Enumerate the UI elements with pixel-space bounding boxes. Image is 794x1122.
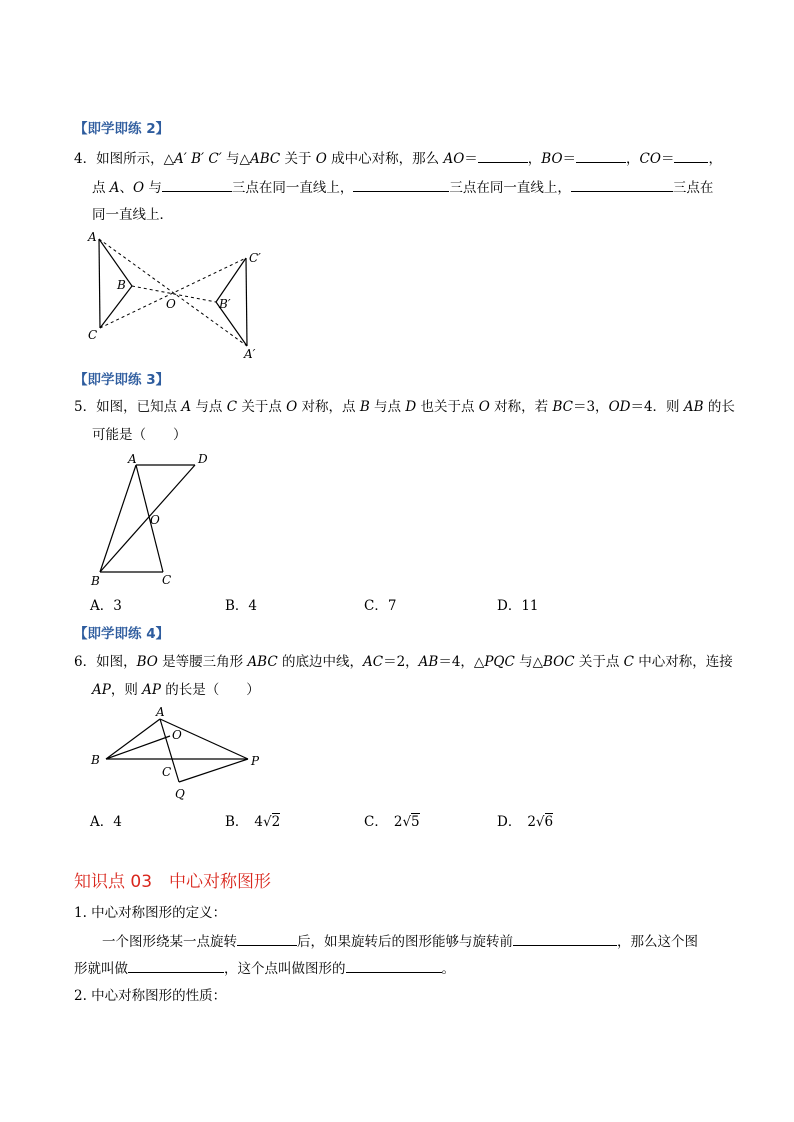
segment-c2a2: [246, 258, 247, 346]
option-d[interactable]: D． 2√6: [497, 814, 554, 830]
label-b-prime: B′: [219, 297, 231, 311]
figure-central-symmetry-triangles: [84, 226, 270, 362]
segment-ab: [99, 239, 132, 286]
label-o: O: [150, 513, 160, 527]
answer-blank-line-2[interactable]: [353, 177, 449, 192]
label-c: C: [162, 573, 172, 587]
sqrt-icon: √: [402, 814, 412, 830]
label-a-prime: A′: [244, 347, 256, 361]
label-b: B: [91, 753, 100, 767]
answer-blank-ao[interactable]: [478, 148, 528, 163]
label-o: O: [166, 297, 176, 311]
option-a[interactable]: A．3: [90, 598, 122, 614]
kp03-line-4: 2. 中心对称图形的性质：: [74, 988, 227, 1004]
label-c: C: [162, 765, 172, 779]
answer-blank-line-1[interactable]: [162, 177, 232, 192]
kp03-line-2: 一个图形绕某一点旋转 后，如果旋转后的图形能够与旋转前 ，那么这个图: [102, 931, 698, 952]
question-5-line-1: 5．如图，已知点 A 与点 C 关于点 O 对称，点 B 与点 D 也关于点 O 对称，若 BC＝3，OD＝4．则 AB 的长: [74, 399, 735, 415]
answer-blank-figure-name[interactable]: [128, 958, 224, 973]
dashed-line-a-a2: [99, 239, 247, 346]
question-4-line-2: 点 A、O 与 三点在同一直线上， 三点在同一直线上， 三点在: [92, 177, 713, 198]
label-a: A: [128, 452, 137, 466]
option-b[interactable]: B．4: [225, 598, 258, 614]
label-q: Q: [175, 787, 185, 801]
segment-bd: [100, 465, 195, 572]
segment-ac: [99, 239, 100, 328]
answer-blank-rotation[interactable]: [237, 931, 297, 946]
label-c: C: [88, 328, 98, 342]
figure-isosceles-triangle-symmetry: [86, 700, 272, 802]
sqrt-icon: √: [263, 814, 272, 830]
kp03-line-3: 形就叫做 ，这个点叫做图形的 。: [74, 958, 455, 979]
segment-ab: [106, 719, 160, 759]
figure-parallelogram-diagonals: [86, 446, 226, 588]
option-c[interactable]: C．7: [364, 598, 397, 614]
question-6-line-2: AP，则 AP 的长是（ ）: [92, 682, 260, 698]
option-b[interactable]: B． 4√2: [225, 814, 281, 830]
section-title-kp03: 知识点 03 中心对称图形: [74, 872, 272, 892]
answer-blank-coincide[interactable]: [513, 931, 617, 946]
label-o: O: [172, 728, 182, 742]
label-d: D: [198, 452, 208, 466]
label-b: B: [117, 278, 126, 292]
question-4-line-3: 同一直线上．: [92, 207, 173, 223]
label-b: B: [91, 574, 100, 588]
segment-ab: [100, 465, 136, 572]
sqrt-icon: √: [535, 814, 545, 830]
question-number: 5．: [74, 399, 97, 415]
kp03-line-1: 1. 中心对称图形的定义：: [74, 905, 227, 921]
label-a: A: [88, 230, 97, 244]
answer-blank-bo[interactable]: [576, 148, 626, 163]
practice-tag-4: 【即学即练 4】: [74, 626, 170, 642]
option-c[interactable]: C． 2√5: [364, 814, 420, 830]
label-c-prime: C′: [249, 251, 261, 265]
practice-tag-3: 【即学即练 3】: [74, 372, 170, 388]
practice-tag-2: 【即学即练 2】: [74, 121, 170, 137]
segment-qp: [179, 759, 248, 782]
question-4-line-1: 4．如图所示，△A′ B′ C′ 与△ABC 关于 O 成中心对称，那么 AO＝ ，BO＝ ，CO＝ ，: [74, 148, 722, 169]
segment-bo: [106, 736, 170, 759]
segment-bc: [100, 286, 132, 328]
question-6-line-1: 6．如图，BO 是等腰三角形 ABC 的底边中线，AC＝2，AB＝4，△PQC 与△BOC 关于点 C 中心对称，连接: [74, 654, 733, 670]
segment-c2b2: [216, 258, 246, 302]
label-a: A: [156, 705, 165, 719]
dashed-line-c-c2: [100, 258, 246, 328]
option-d[interactable]: D．11: [497, 598, 539, 614]
question-number: 4．: [74, 151, 97, 167]
answer-blank-center-name[interactable]: [346, 958, 442, 973]
answer-blank-co[interactable]: [674, 148, 708, 163]
answer-blank-line-3[interactable]: [571, 177, 673, 192]
question-number: 6．: [74, 654, 97, 670]
question-5-line-2: 可能是（ ）: [92, 427, 187, 443]
label-p: P: [251, 754, 260, 768]
option-a[interactable]: A．4: [90, 814, 122, 830]
